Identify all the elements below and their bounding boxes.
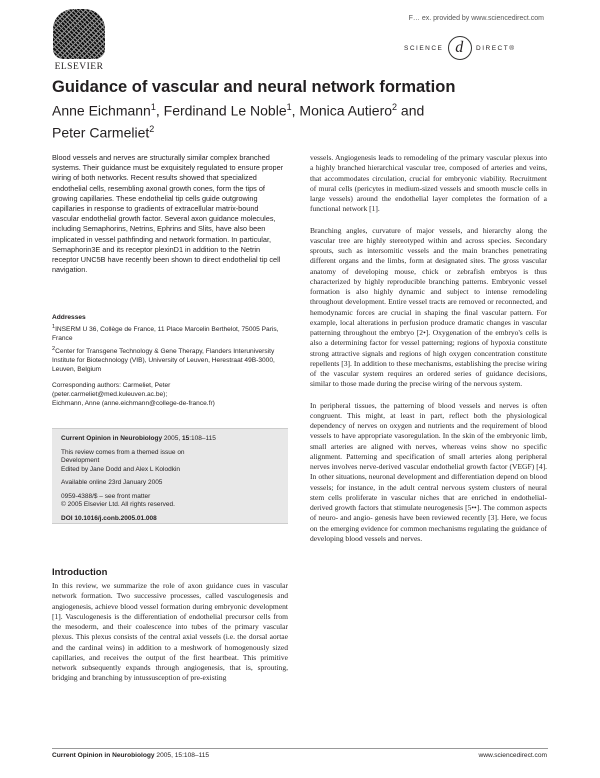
author-affiliation: 1 [286,102,292,112]
corresp-email-link[interactable]: (peter.carmeliet@med.kuleuven.ac.be); [52,391,168,398]
author-separator: , [155,102,164,119]
right-column [310,153,547,555]
journal-citation [61,435,279,444]
address-sup: 1 [52,324,56,330]
author-affiliation: 2 [392,102,398,112]
author-name: Anne Eichmann [52,102,151,119]
author-separator: , [291,102,300,119]
address-text: INSERM U 36, Collège de France, 11 Place Marcelin Berthelot, 75005 Paris, France [52,326,279,343]
address-text: Center for Transgene Technology & Gene Therapy, Flanders Interuniversity Institute for Biotechnology (VIB), University of Leuven, Herestraat 49B-3000, Leuven, Belgium [52,348,275,374]
author-name: Ferdinand Le Noble [163,102,287,119]
author-separator: and [397,102,425,119]
address-sup: 2 [52,346,56,353]
sd-symbol-icon: d [448,36,472,60]
article-info-box [52,428,288,524]
paragraph: vessels. Angiogenesis leads to remodeling of the primary vascular plexus into a highly branched hierarchical vascular tree, composed of arteries and veins, that accommodates circulation, crucial for embryonic viability. Recruitment of mural cells (pericytes in medium-sized vessels and smooth muscle cells in large vessels) around the endothelial layer completes the formation of a functional network [1]. [310,153,547,214]
address-item [52,345,292,374]
addresses [52,313,292,376]
available-online: Available online 23rd January 2005 [61,479,163,486]
footer-volume: 2005, 15:108–115 [154,752,210,759]
article-title: Guidance of vascular and neural network formation [52,78,456,96]
footer-url-link[interactable]: www.sciencedirect.com [478,752,547,759]
review-line: Edited by Jane Dodd and Alex L Kolodkin [61,465,181,473]
corresponding-authors [52,381,292,408]
address-item [52,323,292,343]
elsevier-logo [49,9,109,75]
paragraph: Branching angles, curvature of major vessels, and hierarchy along the vascular tree are highly stereotyped within and across species. Secondary sprouts, such as intersomitic vessels and the main branches penetrating different organs and the limbs, form at designated sites. The gross vascular anatomy of developing mouse, chick or zebrafish embryos is thus characterized by highly reproducible branching patterns. Embryonic vessel formation is also highly dynamic and subject to intense remodeling throughout development. Entire vessel tracts are removed or reconnected, and hemodynamic forces are crucial in shaping the final vascular pattern. For example, local alterations in perfusion produce dramatic changes in vascular patterning throughout the embryo [2•]. Oxygenation of the embryo's cells is also a determining factor for vessel patterning; regions of hypoxia constitute strong attractive signals and regions of high oxygen concentration constitute repellents [3]. In addition to these mechanisms, establishing the precise wiring of the vascular system requires an ordered series of guidance decisions, similar to those made during the precise wiring of the nervous system. [310,225,547,389]
elsevier-tree-icon [53,9,105,59]
sd-left-text: SCIENCE [404,45,444,52]
abstract: Blood vessels and nerves are structurally similar complex branched systems. Their guidance must be exquisitely regulated to ensure proper wiring of both networks. Recent results showed that specialized endothelial cells, resembling axonal growth cones, form the tips of growing capillaries. These endothelial tip cells guide outgrowing capillaries in response to gradients of extracellular matrix-bound vascular endothelial growth factor. Several axon guidance molecules, including Semaphorins, Netrins, Ephrins and Slits, have also been implicated in vessel pathfinding and network formation. In particular, Semaphorin3E and its receptor plexinD1 in addition to the Netrin receptor UNC5B have recently been shown to direct endothelial tip cell navigation. [52,153,284,275]
issn: 0959-4388/$ – see front matter [61,492,151,500]
introduction-body [52,581,288,684]
journal-name: Current Opinion in Neurobiology [61,435,163,442]
journal-year: 2005, [162,435,182,442]
review-line: Development [61,457,100,464]
author-name: Monica Autiero [299,102,393,119]
provided-by-link[interactable]: F… ex. provided by www.sciencedirect.com [408,15,544,22]
doi-text: DOI 10.1016/j.conb.2005.01.008 [61,514,157,522]
journal-volume: 15 [182,435,190,442]
publisher-name: ELSEVIER [54,62,104,72]
journal-pages: :108–115 [189,435,216,442]
sciencedirect-logo [404,36,544,62]
author-affiliation: 2 [149,123,155,134]
corresp-email-link[interactable]: Eichmann, Anne (anne.eichmann@college-de-france.fr) [52,400,215,407]
author-list [52,98,472,141]
page-header [0,0,600,76]
copyright: © 2005 Elsevier Ltd. All rights reserved. [61,501,175,508]
corresp-line: Corresponding authors: Carmeliet, Peter [52,382,171,389]
review-line: This review comes from a themed issue on [61,448,185,456]
sd-right-text: DIRECT® [476,45,516,52]
paragraph: In peripheral tissues, the patterning of blood vessels and nerves is often congruent. This might, at least in part, reflect both the physiological dependency of nerves on oxygen and nutrients and the requirement of blood vessels to have appropriate vasoregulation. In the skin of the embryonic limb, small arteries are aligned with nerves, whereas veins show no specific alignment. Patterning and specification of small arteries along peripheral nerves involves nerve-derived vascular endothelial growth factor (VEGF) [4]. In other situations, neuronal development and differentiation depend on blood vessels; for instance, in the adult central nervous system clusters of neural stem cells proliferate in vascular niches that are enriched in endothelial-derived growth factors that stimulate neurogenesis [5••]. The common aspects of neuro- and angio- genesis have been reviewed recently [3]. Here, we focus on the emerging evidence for common mechanisms regulating the guidance of developing blood vessels and nerves. [310,400,547,543]
paragraph: In this review, we summarize the role of axon guidance cues in vascular network formation. Two successive processes, called vasculogenesis and angiogenesis, achieve blood vessel formation during embryonic development [1]. Vasculogenesis is the differentiation of endothelial precursor cells from the mesoderm, and their coalescence into tubes of the primary vascular plexus. This plexus consists of the central axial vessels (i.e. the dorsal aortae and the cardinal veins) in addition to a meshwork of homogenously sized capillaries, and receives the output of the first heartbeat. This primitive network subsequently expands through angiogenesis, that is, sprouting, bridging and branching by intussusception of pre-existing [52,581,288,683]
doi-link[interactable] [61,515,279,524]
footer-journal: Current Opinion in Neurobiology [52,752,155,759]
footer-citation [52,752,209,759]
addresses-heading: Addresses [52,314,86,321]
author-affiliation: 1 [150,102,156,112]
footer-divider [52,748,548,749]
author-name: Peter Carmeliet [52,124,150,141]
section-heading-introduction: Introduction [52,567,108,578]
